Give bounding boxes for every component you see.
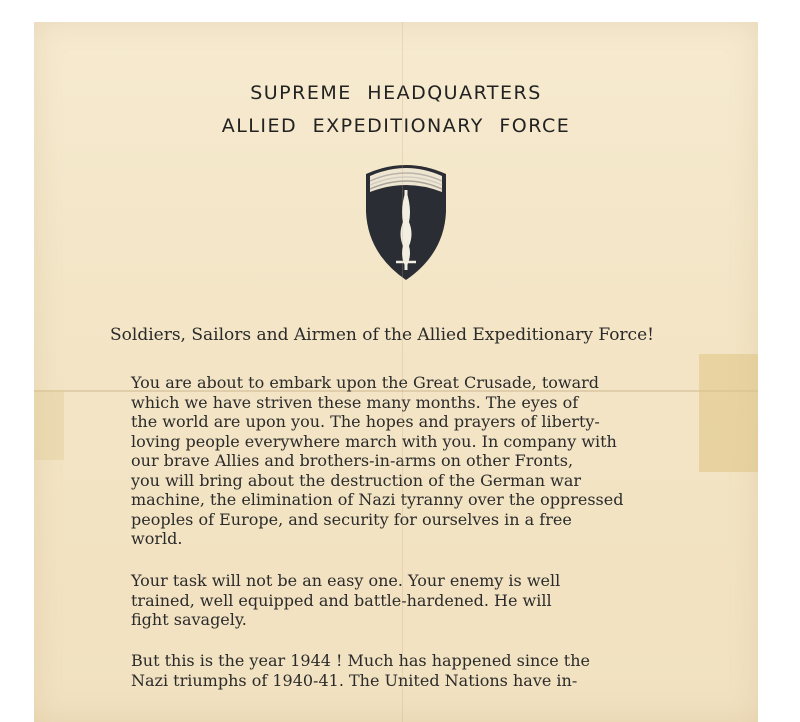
text-line: which we have striven these many months. The eyes of [131, 392, 579, 412]
salutation: Soldiers, Sailors and Airmen of the Allied Expeditionary Force! [110, 325, 654, 345]
text-line: Your task will not be an easy one. Your enemy is well [131, 571, 561, 590]
text-line: peoples of Europe, and security for ourselves in a free [131, 509, 572, 529]
header-line-1: SUPREME HEADQUARTERS [250, 82, 542, 104]
text-line: Nazi triumphs of 1940-41. The United Nations have in- [131, 670, 578, 690]
tape-patch-left [34, 390, 64, 460]
text-line: our brave Allies and brothers-in-arms on other Fronts, [131, 451, 574, 470]
document-page [34, 22, 758, 722]
text-line: fight savagely. [131, 610, 247, 629]
shaef-emblem-icon [360, 156, 452, 282]
text-line: you will bring about the destruction of the German war [131, 470, 582, 490]
text-line: machine, the elimination of Nazi tyranny over the oppressed [131, 490, 624, 509]
header-line-2: ALLIED EXPEDITIONARY FORCE [221, 115, 571, 137]
text-line: loving people everywhere march with you. In company with [131, 431, 617, 451]
text-line: You are about to embark upon the Great Crusade, toward [131, 373, 599, 392]
text-line: trained, well equipped and battle-hardened. He will [131, 590, 552, 610]
text-line: world. [131, 529, 183, 548]
paragraph-2 [131, 571, 691, 630]
tape-patch [699, 354, 758, 472]
paragraph-3 [131, 651, 691, 690]
text-line: But this is the year 1944 ! Much has happened since the [131, 651, 590, 670]
text-line: the world are upon you. The hopes and prayers of liberty- [131, 412, 600, 431]
paragraph-1 [131, 373, 691, 549]
